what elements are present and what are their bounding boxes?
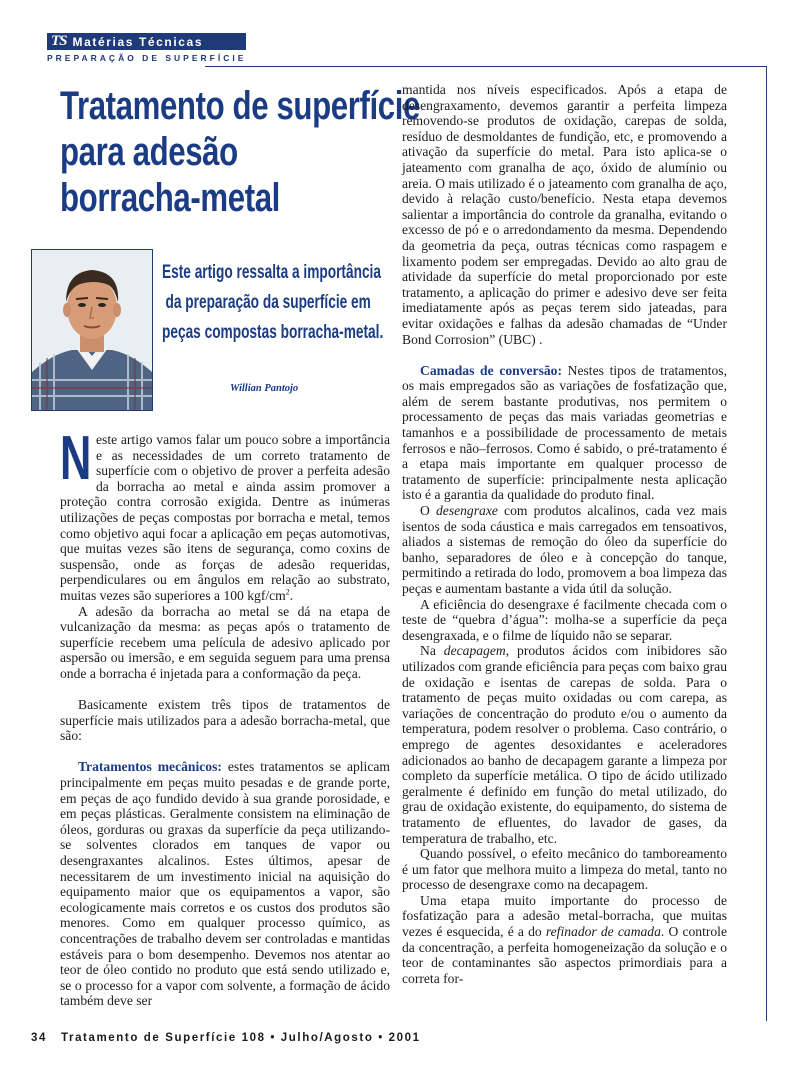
paragraph-text: este artigo vamos falar um pouco sobre a importância e as necessidades de um correto tratamento de superfície com o objetivo de prover a perfeita adesão da borracha ao metal e ainda assim promover a proteção contra corrosão exigida. Dentre as inúmeras utilizações de peças compostas por borracha e metal, temos como objetivo aqui focar a aplicação em peças automotivas, que muitas vezes são itens de segurança, como coxins de suspensão, onde as forças de adesão requeridas, perpendiculares ou em ângulos em relação ao substrato, muitas vezes são superiores a 100 kgf/cm: [60, 432, 390, 603]
author-photo: [31, 249, 153, 411]
magazine-logo: TS: [51, 33, 67, 49]
paragraph: A adesão da borracha ao metal se dá na etapa de vulcanização da mesma: as peças após o tratamento de superfície recebem uma película de adesivo aplicado por aspersão ou imersão, e em seguida seguem para uma prensa onde a borracha é injetada para a conformação da peça.: [60, 603, 390, 681]
paragraph-text: . O controle da concentração, a perfeita homogeneização da solução e o teor de contaminantes são aspectos primordiais para a correta for-: [402, 924, 727, 986]
subheading: Tratamentos mecânicos:: [78, 759, 222, 775]
paragraph: [402, 643, 727, 846]
article-title: [60, 83, 420, 221]
paragraph: mantida nos níveis especificados. Após a etapa de desengraxamento, devemos garantir a perfeita limpeza removendo-se produtos de oxidação, carepas de solda, resíduo de desmoldantes de fundição, etc, e promovendo a ativação da superfície do metal. Para isto aplica-se o jateamento com granalha de aço, óxido de alumínio ou areia. O mais utilizado é o jateamento com granalha de aço, devido à relação custo/benefício. Nesta etapa devemos salientar a importância do controle da granalha, evitando o excesso de pó e o arredondamento da mesma. Dependendo da geometria da peça, outras técnicas como raspagem e lixamento podem ser empregadas. Devido ao alto grau de atividade da superfície do metal proporcionado por este tratamento, a aplicação do primer e adesivo deve ser feita imediatamente após as peças terem sido jateadas, para evitar oxidações e falhas da adesão chamadas de “Under Bond Corrosion” (UBC) .: [402, 82, 727, 347]
paragraph-text: Uma etapa muito importante do processo de fosfatização para a adesão metal-borracha, que muitas vezes é esquecida, é a do: [402, 892, 727, 940]
paragraph: Quando possível, o efeito mecânico do tamboreamento é um fator que melhora muito a limpeza do metal, tanto no processo de desengraxe como na decapagem.: [402, 846, 727, 893]
title-line: para adesão: [60, 130, 238, 174]
paragraph: [402, 503, 727, 597]
emphasis: decapagem: [443, 643, 506, 659]
section-label: Matérias Técnicas: [72, 34, 204, 49]
paragraph-text: , produtos ácidos com inibidores são utilizados com grande eficiência para peças com baixo grau de oxidação e isentas de carepas de solda. Para o tratamento de peças muito oxidadas ou com carepa, as variações de concentração do produto e/ou o aumento da temperatura, podem resolver o problema. Caso contrário, o emprego de agentes desoxidantes e aceleradores adicionados ao banho de decapagem garante a limpeza por completo da superfície metálica. O tipo de ácido utilizado geralmente é definido em função do metal utilizado, do grau de oxidação existente, do equipamento, do sistema de tratamento de efluentes, do lavador de gases, da temperatura de trabalho, etc.: [402, 643, 728, 846]
right-frame-rule: [766, 66, 767, 1021]
footer-text: Tratamento de Superfície 108 • Julho/Agosto • 2001: [61, 1032, 421, 1044]
lede-line: da preparação da superfície em: [165, 292, 371, 313]
paragraph-text: Na: [420, 643, 444, 659]
paragraph: Basicamente existem três tipos de tratamentos de superfície mais utilizados para a adesão borracha-metal, que são:: [60, 697, 390, 744]
paragraph: [60, 424, 390, 604]
page-footer: [31, 1032, 421, 1044]
header-rule: [205, 66, 767, 67]
left-column: [60, 424, 390, 1009]
paragraph: A eficiência do desengraxe é facilmente checada com o teste de “quebra d’água”: molha-se a superfície da peça desengraxada, e o filme de líquido não se separar.: [402, 596, 727, 643]
paragraph-text: Nestes tipos de tratamentos, os mais empregados são as variações de fosfatização que, além de serem bastante produtivas, nos permitem o processamento de peças das mais variadas geometrias e tamanhos e a possibilidade de processamento de metais ferrosos e não–ferrosos. Como é sabido, o pré-tratamento é a etapa mais importante em qualquer processo de tratamento de superfície: principalmente nesta aplicação isto é a garantia da qualidade do produto final.: [402, 362, 727, 503]
paragraph-text: estes tratamentos se aplicam principalmente em peças muito pesadas e de grande porte, em peças de aço fundido devido à sua grande porosidade, e em peças plásticas. Geralmente consistem na eliminação de óleos, gorduras ou graxas da superfície da peça utilizando-se solventes clorados em tanques de vapor ou desengraxantes alcalinos. Estes últimos, apesar de necessitarem de um investimento inicial na aquisição do equipamento maior que os equipamentos a vapor, são ecologicamente mais corretos e os custos dos produtos são menores. Como em qualquer processo químico, as concentrações de trabalho devem ser controladas e mantidas estáveis para o bom desempenho. Devemos nos atentar ao teor de óleo contido no produto que está sendo utilizado e, se o processo for a vapor com solvente, a formação de ácido também deve ser: [60, 759, 390, 1009]
drop-cap: N: [60, 424, 92, 493]
paragraph-text: .: [289, 587, 294, 603]
page-number: 34: [31, 1032, 47, 1044]
paragraph-text: com produtos alcalinos, cada vez mais isentos de soda cáustica e mais carregados em tensoativos, aliados a sistemas de remoção do óleo da superfície do banho, separadores de óleo e à concepção do tanque, permitindo a retirada do lodo, promovem a boa limpeza das peças e aumentam bastante a vida útil da solução.: [402, 503, 727, 596]
emphasis: refinador de camada: [545, 924, 661, 940]
subheading: Camadas de conversão:: [420, 362, 562, 378]
paragraph: [402, 363, 727, 503]
paragraph-text: O: [420, 503, 436, 519]
emphasis: desengraxe: [435, 503, 498, 519]
author-portrait-image: [32, 250, 152, 410]
author-byline: Willian Pantojo: [230, 383, 299, 394]
title-line: borracha-metal: [60, 176, 280, 220]
lede-line: Este artigo ressalta a importância: [162, 262, 381, 283]
lede-line: peças compostas borracha-metal.: [162, 322, 384, 343]
superscript: 2: [285, 587, 290, 597]
article-lede: [162, 258, 384, 348]
paragraph: [402, 893, 727, 987]
paragraph: [60, 759, 390, 1009]
right-column: [402, 82, 727, 986]
subsection-label: PREPARAÇÃO DE SUPERFÍCIE: [47, 53, 247, 63]
section-badge: [47, 33, 246, 63]
title-line: Tratamento de superfície: [60, 84, 420, 128]
